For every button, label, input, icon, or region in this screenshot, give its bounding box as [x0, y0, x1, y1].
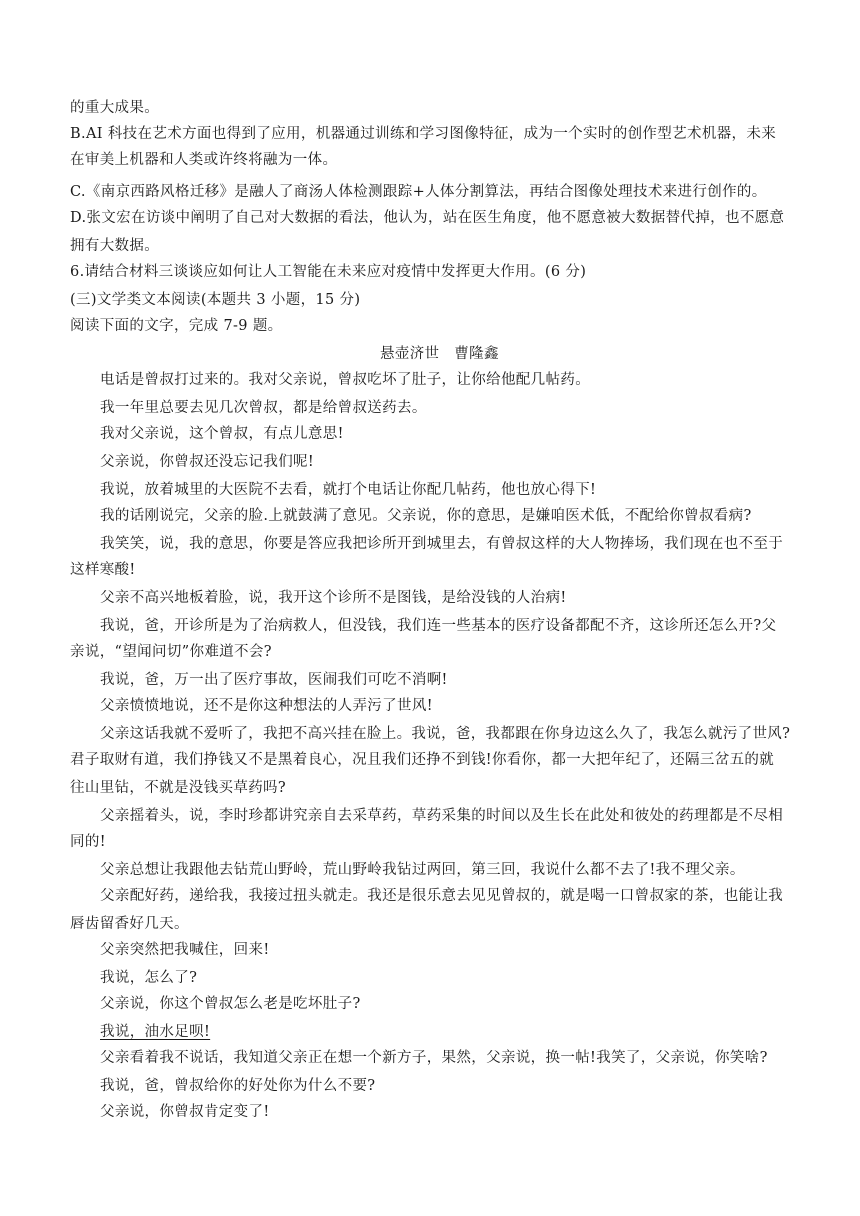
- underlined-sentence: 我说，油水足呗!: [100, 1024, 211, 1040]
- text-line: D.张文宏在访谈中阐明了自己对大数据的看法，他认为，站在医生角度，他不愿意被大数据替代掉，也不愿意: [70, 210, 785, 226]
- paragraph: 父亲愤愤地说，还不是你这种想法的人弄污了世风!: [100, 698, 433, 714]
- paragraph: 我对父亲说，这个曾叔，有点儿意思!: [100, 426, 344, 442]
- paragraph: 父亲摇着头，说，李时珍都讲究亲自去采草药，草药采集的时间以及生长在此处和彼处的药理都是不尽相: [100, 808, 784, 824]
- text-line: 的重大成果。: [70, 100, 160, 116]
- paragraph: 父亲总想让我跟他去钻荒山野岭，荒山野岭我钻过两回，第三回，我说什么都不去了!我不理父亲。: [100, 862, 745, 878]
- paragraph: 父亲这话我就不爱听了，我把不高兴挂在脸上。我说，爸，我都跟在你身边这么久了，我怎么就污了世风?: [100, 726, 791, 742]
- text-line: C.《南京西路风格迁移》是融人了商汤人体检测跟踪+人体分割算法，再结合图像处理技术来进行创作的。: [70, 184, 767, 200]
- text-line: 拥有大数据。: [70, 238, 160, 254]
- paragraph-cont: 这样寒酸!: [70, 562, 136, 578]
- paragraph: 我的话刚说完，父亲的脸.上就鼓满了意见。父亲说，你的意思，是嫌咱医术低，不配给你曾叔看病?: [100, 508, 752, 524]
- paragraph: 父亲突然把我喊住，回来!: [100, 942, 270, 958]
- paragraph-cont: 唇齿留香好几天。: [70, 916, 189, 932]
- text-line: 在审美上机器和人类或许终将融为一体。: [70, 152, 338, 168]
- text-line: B.AI 科技在艺术方面也得到了应用，机器通过训练和学习图像特征，成为一个实时的创作型艺术机器，未来: [70, 126, 777, 142]
- paragraph: 父亲配好药，递给我，我接过扭头就走。我还是很乐意去见见曾叔的，就是喝一口曾叔家的茶，也能让我: [100, 888, 784, 904]
- article-title: 悬壶济世 曹隆鑫: [380, 346, 499, 362]
- section-heading: (三)文学类文本阅读(本题共 3 小题，15 分): [70, 292, 361, 308]
- paragraph: 父亲说，你这个曾叔怎么老是吃坏肚子?: [100, 996, 361, 1012]
- paragraph-cont: 亲说，“望闻问切”你难道不会?: [70, 644, 272, 660]
- instruction-text: 阅读下面的文字，完成 7-9 题。: [70, 318, 283, 334]
- paragraph: 我说，爸，万一出了医疗事故，医闹我们可吃不消啊!: [100, 672, 448, 688]
- paragraph: 我一年里总要去见几次曾叔，都是给曾叔送药去。: [100, 400, 427, 416]
- paragraph: 我说，爸，开诊所是为了治病救人，但没钱，我们连一些基本的医疗设备都配不齐，这诊所还怎么开?父: [100, 618, 777, 634]
- paragraph-cont: 君子取财有道，我们挣钱又不是黑着良心，况且我们还挣不到钱!你看你，都一大把年纪了，还隔三岔五的就: [70, 752, 775, 768]
- paragraph: 父亲不高兴地板着脸，说，我开这个诊所不是图钱，是给没钱的人治病!: [100, 590, 567, 606]
- paragraph: 父亲说，你曾叔还没忘记我们呢!: [100, 454, 315, 470]
- paragraph-cont: 往山里钻，不就是没钱买草药吗?: [70, 780, 287, 796]
- paragraph: 我说，放着城里的大医院不去看，就打个电话让你配几帖药，他也放心得下!: [100, 482, 597, 498]
- paragraph: 父亲看着我不说话，我知道父亲正在想一个新方子，果然，父亲说，换一帖!我笑了，父亲说，你笑啥?: [100, 1050, 768, 1066]
- paragraph: 我笑笑，说，我的意思，你要是答应我把诊所开到城里去，有曾叔这样的大人物捧场，我们现在也不至于: [100, 536, 784, 552]
- paragraph: 电话是曾叔打过来的。我对父亲说，曾叔吃坏了肚子，让你给他配几帖药。: [100, 372, 591, 388]
- paragraph-cont: 同的!: [70, 834, 106, 850]
- paragraph: 我说，怎么了?: [100, 970, 198, 986]
- paragraph: 我说，爸，曾叔给你的好处你为什么不要?: [100, 1078, 376, 1094]
- question-6: 6.请结合材料三谈谈应如何让人工智能在未来应对疫情中发挥更大作用。(6 分): [70, 264, 587, 280]
- paragraph: 父亲说，你曾叔肯定变了!: [100, 1104, 270, 1120]
